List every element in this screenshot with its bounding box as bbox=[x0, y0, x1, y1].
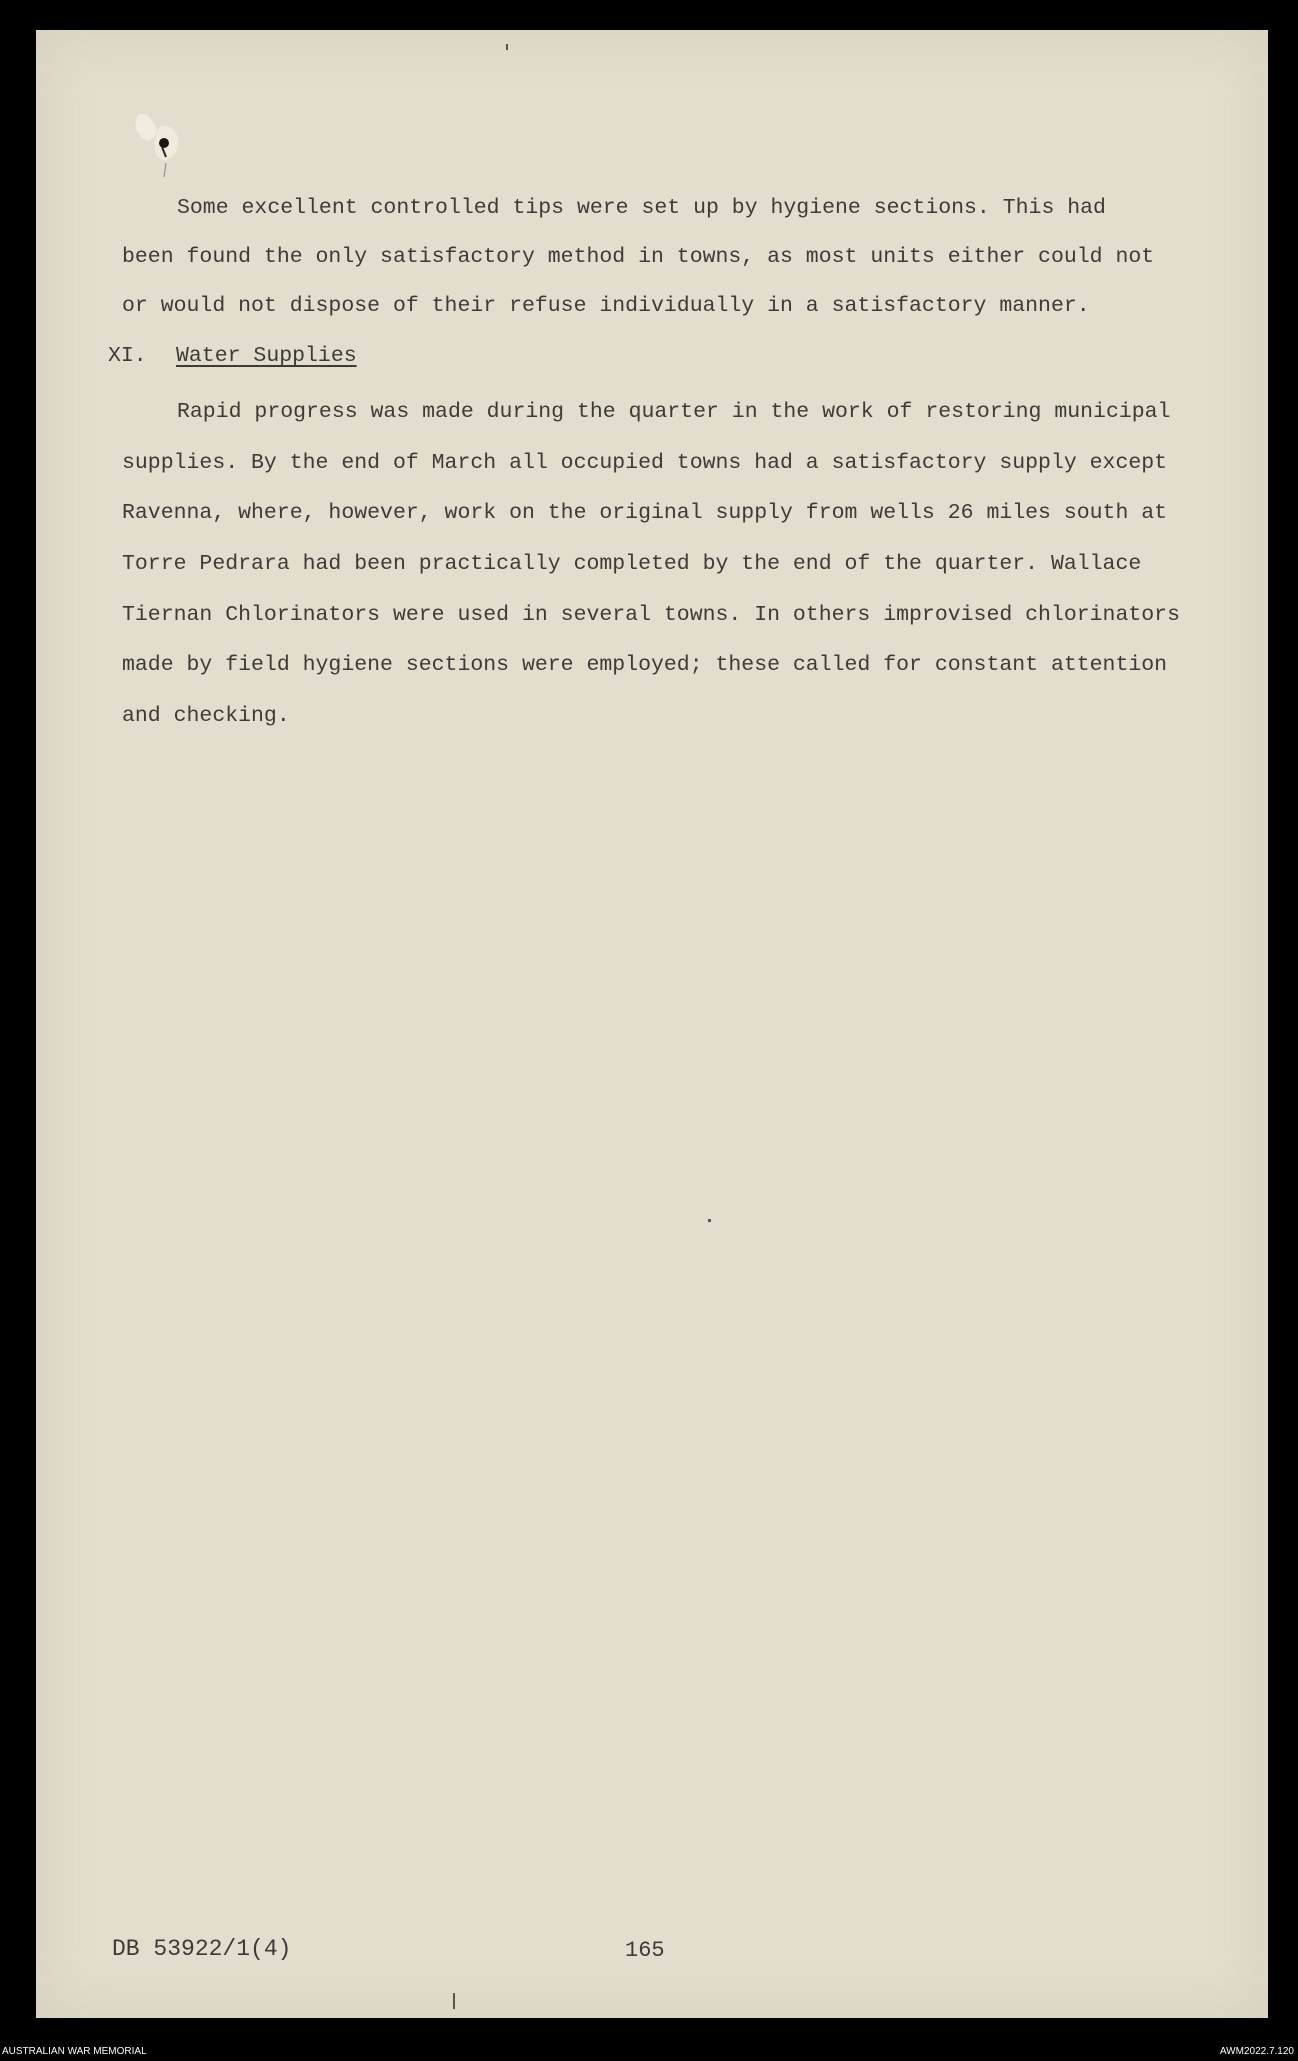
staple-hole-icon bbox=[116, 105, 196, 185]
page-speck bbox=[708, 1219, 711, 1222]
archive-institution: AUSTRALIAN WAR MEMORIAL bbox=[2, 2046, 147, 2057]
paragraph-water-line: made by field hygiene sections were employed; these called for constant attention bbox=[122, 653, 1168, 677]
paragraph-water-line: and checking. bbox=[122, 704, 290, 728]
reference-number: DB 53922/1(4) bbox=[112, 1936, 292, 1962]
paragraph-water-line: Torre Pedrara had been practically completed by the end of the quarter. Wallace bbox=[122, 552, 1142, 576]
archive-caption-bar bbox=[0, 2044, 1298, 2061]
section-number: XI. bbox=[108, 344, 147, 368]
paragraph-water-line: Ravenna, where, however, work on the original supply from wells 26 miles south at bbox=[122, 501, 1168, 525]
paragraph-refuse-line: Some excellent controlled tips were set up by hygiene sections. This had bbox=[177, 196, 1106, 220]
paragraph-refuse-line: or would not dispose of their refuse individually in a satisfactory manner. bbox=[122, 294, 1090, 318]
document-page bbox=[36, 30, 1268, 2018]
page-speck bbox=[506, 44, 508, 50]
paragraph-water-line: supplies. By the end of March all occupied towns had a satisfactory supply except bbox=[122, 451, 1168, 475]
paragraph-water-line: Rapid progress was made during the quarter in the work of restoring municipal bbox=[177, 400, 1171, 424]
document-reference bbox=[112, 1936, 291, 1962]
archive-item-id: AWM2022.7.120 bbox=[1219, 2046, 1294, 2057]
page-number: 165 bbox=[625, 1938, 665, 1963]
page-speck bbox=[453, 1993, 455, 2009]
section-heading: Water Supplies bbox=[176, 344, 357, 368]
paragraph-refuse-line: been found the only satisfactory method in towns, as most units either could not bbox=[122, 245, 1155, 269]
paragraph-water-line: Tiernan Chlorinators were used in several towns. In others improvised chlorinators bbox=[122, 603, 1180, 627]
